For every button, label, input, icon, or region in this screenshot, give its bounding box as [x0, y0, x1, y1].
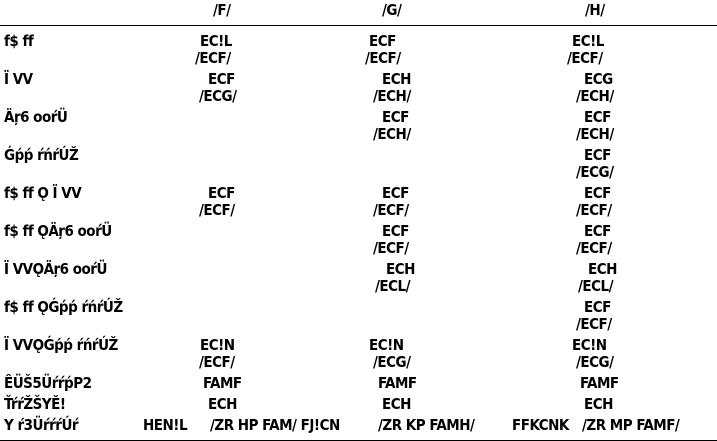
- cell-se: /ECG/: [576, 163, 614, 181]
- footer-cell: FAMF: [580, 374, 619, 392]
- cell-coef: ECF: [584, 184, 611, 202]
- cell-se: /ECH/: [576, 125, 614, 143]
- cell-se: /ECL/: [375, 277, 411, 295]
- cell-se: /ECF/: [373, 239, 409, 257]
- cell-coef: ECF: [382, 108, 409, 126]
- cell-se: /ECF/: [576, 315, 612, 333]
- row-label: f$ ff: [4, 32, 34, 50]
- top-rule: [0, 25, 717, 26]
- cell-se: /ECF/: [567, 49, 603, 67]
- row-label: Ï VVǪÄŗ6 ooŕÜ: [4, 260, 107, 278]
- row-label: Äŗ6 ooŕÜ: [4, 108, 68, 126]
- cell-coef: ECF: [584, 298, 611, 316]
- cell-se: /ECG/: [199, 87, 237, 105]
- footer-cell: /ZR KP FAMH/: [378, 416, 475, 434]
- cell-se: /ECH/: [373, 87, 411, 105]
- cell-se: /ECF/: [373, 201, 409, 219]
- footer-cell: ECH: [584, 395, 613, 413]
- cell-coef: ECF: [382, 222, 409, 240]
- cell-coef: ECF: [584, 146, 611, 164]
- row-label: f$ ff Ǫ Ï VV: [4, 184, 82, 202]
- footer-label: Y ŕ3ÜŕŕŕÚŕ: [4, 416, 79, 434]
- cell-coef: ECH: [382, 70, 411, 88]
- cell-coef: ECF: [208, 70, 235, 88]
- footer-cell: FAMF: [378, 374, 417, 392]
- cell-coef: ECF: [382, 184, 409, 202]
- row-label: Ï VV: [4, 70, 33, 88]
- cell-se: /ECF/: [195, 49, 231, 67]
- cell-se: /ECG/: [576, 353, 614, 371]
- cell-coef: EC!N: [200, 336, 235, 354]
- column-header-1: /F/: [213, 1, 231, 19]
- cell-coef: ECG: [584, 70, 613, 88]
- footer-cell: FAMF: [203, 374, 242, 392]
- cell-se: /ECF/: [576, 201, 612, 219]
- footer-label: ÊÜŠ5ÜŕŕṕP2: [4, 374, 92, 392]
- row-label: Ï VVǪǴṕṕ ŕńŕÚŽ: [4, 336, 118, 354]
- cell-se: /ECF/: [365, 49, 401, 67]
- footer-cell: /ZR HP FAM/ FJ!CN: [210, 416, 340, 434]
- cell-coef: ECF: [584, 222, 611, 240]
- cell-coef: EC!L: [200, 32, 232, 50]
- cell-coef: ECF: [369, 32, 396, 50]
- cell-coef: ECF: [208, 184, 235, 202]
- column-header-2: /G/: [382, 1, 402, 19]
- cell-se: /ECL/: [578, 277, 614, 295]
- row-label: Ǵṕṕ ŕńŕÚŽ: [4, 146, 79, 164]
- cell-coef: ECH: [588, 260, 617, 278]
- cell-coef: EC!N: [572, 336, 607, 354]
- cell-se: /ECH/: [576, 87, 614, 105]
- cell-coef: EC!L: [572, 32, 604, 50]
- footer-cell: FFKCNK: [512, 416, 569, 434]
- cell-coef: EC!N: [369, 336, 404, 354]
- column-header-3: /H/: [585, 1, 605, 19]
- footer-cell: ECH: [382, 395, 411, 413]
- cell-se: /ECF/: [199, 353, 235, 371]
- row-label: f$ ff ǪǴṕṕ ŕńŕÚŽ: [4, 298, 123, 316]
- cell-se: /ECF/: [576, 239, 612, 257]
- footer-label: ŤŕŕŽŠYĚ!: [4, 395, 66, 413]
- footer-cell: HEN!L: [143, 416, 188, 434]
- footer-cell: ECH: [208, 395, 237, 413]
- footer-cell: /ZR MP FAMF/: [582, 416, 680, 434]
- cell-se: /ECH/: [373, 125, 411, 143]
- cell-coef: ECH: [386, 260, 415, 278]
- row-label: f$ ff ǪÄŗ6 ooŕÜ: [4, 222, 112, 240]
- cell-coef: ECF: [584, 108, 611, 126]
- cell-se: /ECG/: [373, 353, 411, 371]
- cell-se: /ECF/: [199, 201, 235, 219]
